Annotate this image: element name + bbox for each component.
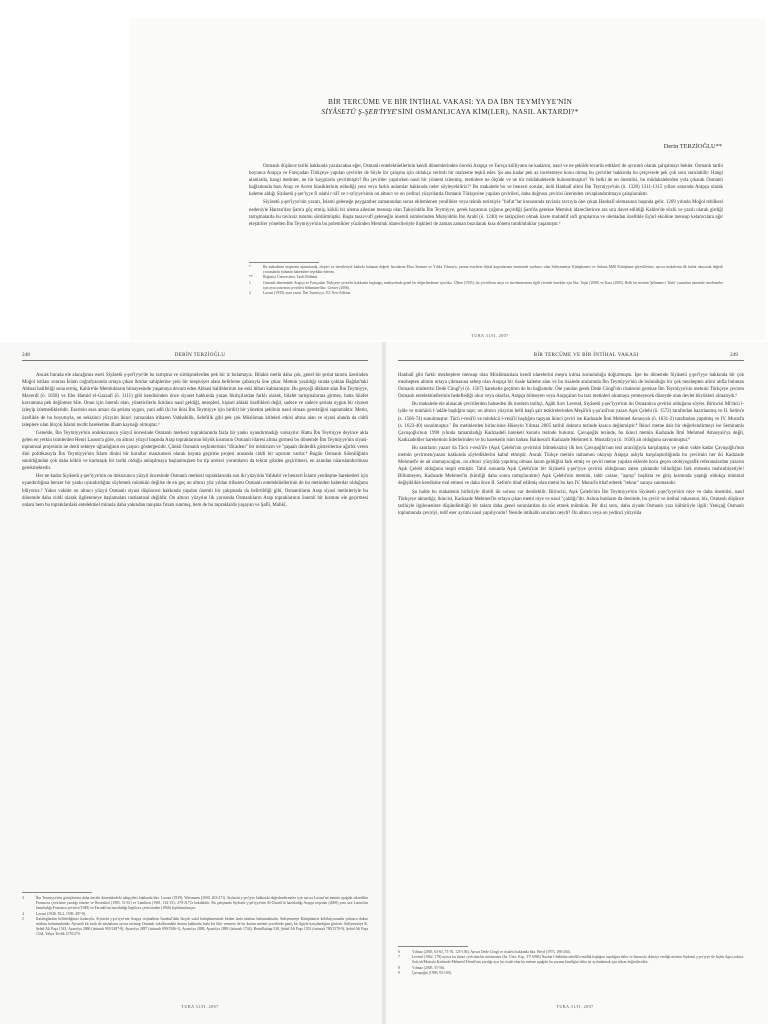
footnote-text: İbn Teymiyye'nin görüşlerinin daha önceki dönemlerdeki takipçileri hakkında bkz. Laoust (1939); Weismann (2000, 263-271). Siyâsetü ş-şer'iyye hakkında değerlendirmeler için ayrıca Laoust'un metnin aşağıda zikredilen Fransızca çevirisine yazdığı önsöze ve Rosenthal (1985, 51-61) ve Lambton (1981, 143-151; 278-317)'a bakılabilir. Bu çalışmada Siyâsetü ş-şer'iyye'nin Al-Gharib'in hazırladığı Arapça neşrinin (2000) yanı sıra Laoust'un hazırladığı Fransızca çevirisi (1948) ve Farrukh'un hazırladığı İngilizce çevirisinden (1966) faydalanılmıştır. [36, 896, 368, 911]
top-footnote-rule [249, 262, 319, 263]
footnote-mark: 4 [22, 911, 24, 916]
left-paragraph-3: Her ne kadar Siyâsetü ş-şer'iyye'nin on dokuzuncu yüzyıl öncesinde Osmanlı merkezi topraklarında son iki yüzyılda Vahhabi ve benzeri İslami yenileşme hareketleri için uyandırdığına benzer bir yankı uyandırdığını söylemek mümkün değilse de en geç on altıncı yüz yıldan itibaren Osmanlı entelektüellerinin de bu metinden haberdar olduğunu biliyoruz.⁵ Yakın vakitte on altıncı yüzyıl Osmanlı siyasi düşüncesi hakkında yapılan önemli bir çalışmada da belirtildiği gibi, Osmanlıların Arap siyasi metinleriyle bu dönemde daha ciddi olarak ilgilenmeye başlamaları rastlantısal değildir. On altıncı yüzyılın ilk yarısında Osmanlıların Arap topraklarının önemli bir kısmını ele geçirmesi onlara hem bu topraklardaki entelektüel mirasla daha yakından tanışma fırsatı sunmuş, hem de bu topraklarda yaşayan ve Şafiî, Malikî, [22, 474, 368, 508]
right-page-body [398, 372, 744, 517]
footnote-mark: 1 [249, 280, 251, 285]
footnote-mark: 7 [398, 955, 400, 960]
footnote-text: Yılmaz (2005, 55-56). [412, 965, 445, 970]
right-footnote-rule [398, 946, 468, 947]
footnote [22, 896, 368, 912]
footnote [249, 291, 723, 296]
title-line-2 [180, 107, 720, 117]
footnote-text: Boğaziçi Üniversitesi, Tarih Bölümü. [263, 275, 319, 280]
article-title [180, 97, 720, 117]
footnote-mark: 6 [398, 950, 400, 954]
footnote-mark: 8 [398, 965, 400, 970]
right-header-rule [398, 360, 744, 361]
title-line-2-italic: SİYÂSETÜ Ş-ŞER'İYYE [321, 107, 397, 116]
footnote [22, 917, 368, 938]
footnote-text: Laoust (1948, XL2, 1939, 497-8). [36, 911, 86, 916]
footnote [398, 955, 744, 965]
page-gutter [382, 342, 386, 1024]
footnote [249, 265, 723, 275]
footnote-mark: * [249, 265, 251, 269]
right-page-number: 249 [730, 352, 738, 358]
footnote [249, 281, 723, 291]
footnote-text: Yılmaz (2005, 63-65, 73-76, 125-136); Ayrıca Dede Cöngî ve risalesi hakkında bkz. Heyd (1973, 198-204). [412, 950, 571, 954]
left-running-header: DERİN TERZİOĞLU [174, 352, 226, 358]
right-footnotes [398, 950, 744, 976]
footnote-text: Kataloglardan belirlediğimiz kadarıyla, Siyâsetü ş-şer'iyye'nin Arapça orijinalinin İstanbul'daki birçok vakıf kütüphanesinde birden fazla nüshası bulunmaktadır. Süleymaniye Kütüphanesi koleksiyonunda yalnızca dokuz nüshası bulunmaktadır. Ayrıntılı bir tarih ile nüshaların ayrıca mensup Osmanlı vakıflarındaki durum hakkında fazla bir fikir vermese de bu durum metnin çevrelerde geniş bir ilgiyle karşılandığını gösterir. Süleymaniye K. Şehid Ali Paşa 1543, Ayasofya 2886 (istinsah 993/1487-8), Ayasofya 2887 (istinsah 899/1586-1), Ayasofya 2888, Ayasofya 2889 (istinsah 1744), Reisülküttap 528, Şehid Ali Paşa 1553 (istinsah 780/1378-9), Şehid Ali Paşa 1544, Yahya Tevfik 1570/270. [36, 916, 368, 937]
footnote-mark: 5 [22, 916, 24, 921]
footnote-text: Çavuşoğlu (1990, 93-100). [412, 970, 452, 975]
footnote-text: Levend (1962, 179) ayrıca bu ikinci çevirinin bir nüshasının (İst. Üniv. Ktp., TY 6966) Nuzhat l-hükkâm tabellü'a-mülûk başlığını taşıdığını ekler ve hatasıyla ikinciyi verdiği metnin Siyâsetü ş-şer'iyye ile hiçbir ilgisi yoktur. Sofyalı/Mustafa Kadızade Mehmed Efendi'nin yazdığı ayrı bir risale olan bu metine aşağıda bu yazının kimliğini daha iyi aydınlatmak için tekrar değinilecektir. [412, 955, 744, 965]
footnote-text: Bu makalenin araştırma aşamasında, eleştiri ve önerileriyle katkıda bulunan değerli hocalarım Ebru Sönmez ve Yıldız Yılmaz'a, yazma eserlerin dijital kopyalarının temininde yardımcı olan Süleymaniye Kütüphanesi ve Ankara Millî Kütüphane görevlilerine, ayrıca makalenin ilk halini okuyarak değerli yorumlarda bulunan hakemlere teşekkür ederim. [263, 265, 723, 275]
top-footnotes [249, 265, 723, 296]
top-paragraph-2: Siyâsetü ş-şer'iyye'nin yazarı, İslami geleneğe peygamber zamanından sonra eklemlenen yenilikler veya teknik terimiyle "bid'at"lar konusunda tavizsiz tavrıyla öne çıkan Hanbalî ulemasının başında gelir. 1269 yılında Moğol tehlikesi nedeniyle Harran'dan Şam'a göç etmiş, köklü bir ulema ailesine mensup olan Takiyüddin İbn Teymiyye, gerek hayatının çoğunu geçirdiği Şam'da gerekse Memluk idarecilerince ara sıra davet edildiği Kahire'de sözlü ve yazılı olarak girdiği tartışmalarda bu tavizsiz tutumu sürdürmüştür. Başta tasavvufî geleneğin önemli isimlerinden Muhyiddin İbn Arabî (ö. 1240) ve takipçileri olmak üzere muhtelif sufi gruplarına ve ulemadan özellikle Eş'arî ekolüne mensup kelamcılara ağır eleştiriler yönelten İbn Teymiyye'nin bu polemikler yüzünden Memluk idarecileriyle ilişkileri de zaman zaman bozularak kısa dönem tutukluluklar yaşamıştır.² [249, 200, 723, 227]
footnote-mark: 3 [22, 896, 24, 900]
footnote-mark: 9 [398, 970, 400, 975]
footnote-text: Osmanlı döneminde Arapça ve Farsçadan Türkçeye çeviriler hakkında başlangıç mahiyetinde genel bir değerlendirme için bkz. Ülken (1935); bu çevirilerin neşri ve incelenmesinin ilgili yerinde örnekler için bkz. Taşkı (2000) ve Kara (2005). Belli bir metnin 'Şehname-i Türki' yazımları üzerinde incelemeler için ayrıca metnin çevirileri bölümüne bkz. Gencer (2006). [263, 280, 723, 290]
left-footnotes [22, 896, 368, 938]
title-line-2-rest: 'SİNİ OSMANLICAYA KİM(LER), NASIL AKTARDI?* [396, 107, 579, 116]
footnote-mark: 2 [249, 291, 251, 296]
right-paragraph-3: Bu satırların yazarı da Tâcü r-resâ'il'e (Aşık Çelebi'nin çevirisini bilmeksizin) ilk kez Çavuşoğlu'nun tezi aracılığıyla karşılaşmış ve yakın vakte kadar Çavuşoğlu'nun metnin çevirmen/yazarı hakkında söylediklerini kabul etmiştir. Ancak Türkçe metnin tamamını okuyup Arapça aslıyla karşılaştırdığında bu çevirinin her iki Kadızade Mehmed'e de ait olamayacağını, on altıncı yüzyılda yapılmış olması lazım geldiğini fark etmiş ve çeviri metne yapılan eklerde hoca geçen otobiyografik referanslardan yazarın Aşık Çelebi olduğunu tespit etmiştir. Tabii sonunda Aşık Çelebi'nin bir Siyâsetü ş-şer'iyye çevirisi olduğunun zaten çoktandır bilindiğini fark etmenin mahcubiyetiyle! Bilinmeyen, Kadızade Mehmed'in (kimliği daha sonra tartışılacaktır) Aşık Çelebi'nin metnini, tabir caizse, "aşırıp" başlıkta ve giriş kısmında yaptığı oldukça minimal değişiklikle kendisine mal etmesi ve daha önce II. Selim'e ithaf edilmiş olan metni bu kez IV. Murad'a ithaf ederek "tekrar" saraya sunmasıdır. [398, 445, 744, 487]
right-paragraph-2: Bu makalede ele alınacak çevirilerden bahseden ilk modern tarihçi, Agâh Sırrı Levend, Siyâsetü ş-şer'iyye'nin iki Osmanlıca çevirisi olduğunu söyler. Birincisi Mi'râcü l-iyâle ve minhâcü l-'adâle başlığını taşır; on altıncı yüzyılın belli başlı şair tezkirelerinden Meşâ'irü ş-şu'arâ'nın yazarı Aşık Çelebi (ö. 1572) tarafından hazırlanmış ve II. Selim'e (s. 1566-74) sunulmuştur. Tâcü r-resâ'il ve minhâcü l-vesâ'il başlığını taşıyan ikinci çeviri ise Kadızade İlmi Mehmed Amasyalı (ö. 1631-2) tarafından yapılmış ve IV. Murad'a (s. 1623-40) sunulmuştur.⁷ Bu metinlerden birincisine Hüseyin Yılmaz 2005 tarihli doktora tezinde kısaca değinmiştir.⁸ İkinci metne dair bir değerlendirmeyi ise Semiramis Çavuşoğlu'nun 1990 yılında tamamladığı Kadızadeli hareketi konulu tezinde buluruz. Çavuşoğlu tezinde, bu ikinci metnin Kadızade İlmi Mehmed Amasyalı'ya değil, Kadızadeliler hareketinin liderlerinden ve bu hareketin isim babası Balıkesirli Kadızade Mehmed b. Mustafa'ya (ö. 1636) ait olduğunu savunmuştur.⁹ [398, 402, 744, 443]
right-paragraph-1: Hanbalî gibi farklı mezheplere mensup olan Müslümanlara kendi idarelerini meşru kılma zorunluluğu doğurmuştu. İşte bu dönemde Siyâsetü ş-şer'iyye hakkında bir çok mezhepten alimin ortaya çıkmasına sebep olan Arapça bir risale kaleme alan ve bu risalede aralarında İbn Teymiyye'nin de bulunduğu bir çok mezhepten alimi atıfla bulunan Osmanlı müderrisi Dede Cöngî'yi (ö. 1567) hareketle geçtiren de bu bağlamdır. Öte yandan gerek Dede Cöngî'nin risalesini gerekse İbn Teymiyye'nin metnini Türkçeye çeviren Osmanlı entelektüellerinin hedeflediği okur veya okurlar, Arapça bilmeyen veya Arapçaları bu tarz metinleri okumaya yetmeyecek düzeyde olan devlet büyükleri olmalıydı.⁶ [398, 373, 744, 400]
left-header-rule [22, 360, 368, 361]
footnote [398, 971, 744, 976]
title-line-1: BİR TERCÜME VE BİR İNTİHAL VAKASI: YA DA İBN TEYMİYYE'NİN [327, 97, 573, 106]
top-page-body [249, 163, 723, 228]
left-paragraph-2: Genelde, İbn Teymiyye'nin ondokuzuncu yüzyıl öncesinde Osmanlı merkezi topraklarında fazla bir yankı uyandırmadığı varsayılır. Hatta İbn Teymiyye deyince akla gelen en yetkin isimlerden Henri Laoust'a göre, on altıncı yüzyıl başında Arap topraklarının büyük kısmının Osmanlı idaresi altına girmesi bu dönemde İbn Teymiyye'nin siyasi-toplumsal projesinin ne denli sekteye uğradığının en çarpıcı göstergesidir. Çünkü Osmanlı seçkinlerinin "dîcadeni" bir mistisizm ve "şaşaalı dinlerdik gösterilerine ağırlık veren dini politikasıyla İbn Teymiyye'nin İslam dinini bir kurallar manzumesi olarak hayata geçirme projesi arasında ciddi bir uçurum vardır.⁴ Bugün Osmanlı Sünniliğinin sanıldığından çok daha köklü ve karmaşık bir tarihi olduğu anlaşılmaya başlanmışken bu tip aceleci yorumların da tekrar gözden geçirilmesi, en azından nüanslandırılması gerekmektedir. [22, 430, 368, 472]
right-paragraph-4: Şu halde bu makalenin birbiriyle ilintili iki sorusu var denilebilir. Birincisi, Aşık Çelebi'nin İbn Teymiyye'nin Siyâsetü ş-şer'iyye'sini niye ve daha önemlisi, nasıl Türkçeye aktardığı; ikincisi, Kadızade Mehmed'in ortaya çıkan metni niye ve nasıl "çaldığı"dır. Aslına bunların da ötesinde, bu çeviri ve intihal vakasının, biz, Osmanlı düşünce tarihiyle ilgilenenlere düşündürdüğü bir takım daha genel sorunlardan da söz etmek mümkün. Bir dizi soru, daha ziyade Osmanlı yazı kültürüyle ilgili: Yeniçağ Osmanlı toplumunda çeviriyi, telif eser ayrımı nasıl yapılıyordu? Neside intihalin sınırları neydi? On altıncı veya on yedinci yüzyılda [398, 489, 744, 516]
left-footnote-rule [22, 892, 92, 893]
left-page-body [22, 372, 368, 509]
left-page-number: 248 [22, 352, 30, 358]
left-paragraph-1: Ancak burada ele alacağımız eseri Siyâsetü ş-şer'iyye'de bu tartışma ve sürtüşmelerden pek bir iz bulamayız. Bilakis metin daha çok, genel bir şeriat tanımı üzerinden Moğol istilası sonrası İslam coğrafyasında ortaya çıkan iktidar sahiplerine yeni bir meşruiyet alanı belirleme çabasıyla öne çıkar. Metnin yazıldığı sırada çoktan Bağdat'taki Abbasi halifeliği sona ermiş, Kahire'de Memlukların himayesinde yaşamaya devam eden Abbasi halifelerinin ise eski itibarı kalmamıştır. Bu gerçeği dikkate alan İbn Teymiyye, Maverdî (ö. 1058) ve Ebu Hamid el-Gazzalî (ö. 1111) gibi kendisinden önce siyaset hakkında yazan fıkıhçılardan farklı olarak, hilafet tartışmalarına girmez, hatta hilafet kavramına pek değinmez bile. Onun için önemli olan, yöneticilerin iktidara nasıl geldiği, nesepleri, kişisel ahlaki özellikleri değil, sadece ve sadece şeriata uygun bir siyaset izleyip izlemedikleridir. Eserinin esas amacı da şeriata uygun, yani adil (ki bu ikisi İbn Teymiyye için birdir) bir yönetim şeklinin nasıl olması gerektiğini saptamaktır. Metin, özellikle de bu boyutuyla, on sekizinci yüzyılın ikinci yarısından itibaren Vahhabilik, Selefilik gibi pek çok Müslüman kitleleri etkisi altına alan ve siyasi alanda da ciddi taleplere olan birçok İslami tecdit hareketine ilham kaynağı olmuştur.³ [22, 373, 368, 428]
right-journal-footer: TUBA 31/II, 2007 [556, 1004, 594, 1009]
top-journal-footer: TUBA 31/II, 2007 [471, 333, 509, 338]
left-journal-footer: TUBA 31/II, 2007 [181, 1004, 219, 1009]
footnote-mark: ** [249, 275, 253, 280]
right-running-header: BİR TERCÜME VE BİR İNTİHAL VAKASI [533, 352, 639, 358]
footnote-text: Laoust (1939), aynı yazar, 'İbn Taymiyya,' EI, New Edition. [263, 291, 352, 296]
author-name: Derin TERZİOĞLU** [663, 143, 722, 150]
top-paragraph-1: Osmanlı düşünce tarihi hakkında yazılacaksa eğer, Osmanlı entelektüellerinin kendi dönemlerinden önceki Arapça ve Farsça külliyatın ne kadarını, nasıl ve ne şekilde tevarüs ettikleri de ayrıntılı olarak çalışılmayı bekler. Osmanlı tarihi boyunca Arapça ve Farsçadan Türkçeye yapılan çeviriler de böyle bir çalışma için oldukça verimli bir malzeme teşkil eder. Şu ana kadar pek az incelemeye konu olmuş bu çeviriler hakkında bu çerçevede pek çok soru sorulabilir: Hangi alanlarda, hangi metinler, ne tür kaygılarla çevrilmiştir? Bu çeviriler yapılırken nasıl bir yöntem izlenmiş, metinlere ne ölçüde ve ne tür müdahalelerde bulunulmuştur? Ve belki de en önemlisi, bu müdahalelerden yola çıkarak Osmanlı bağlamında bazı Arap ve Acem klasiklerinin edindiği yeni veya farklı anlamlar hakkında neler söyleyebiliriz?¹ Bu makalede bu ve benzeri sorular, ünlü Hanbalî alimi İbn Teymiyye'nin (ö. 1328) 1311-1315 yılları arasında Arapça olarak kaleme aldığı Siyâsetü ş-şer'iyye fi ıslahi r-râ'î ve r-ra'iyye'sinin on altıncı ve on yedinci yüzyıllarda Osmanlı Türkçesine yapılan çevirileri, daha doğrusu çevirisi üzerinden cevaplandırılmaya çalışılacaktır. [249, 164, 723, 198]
